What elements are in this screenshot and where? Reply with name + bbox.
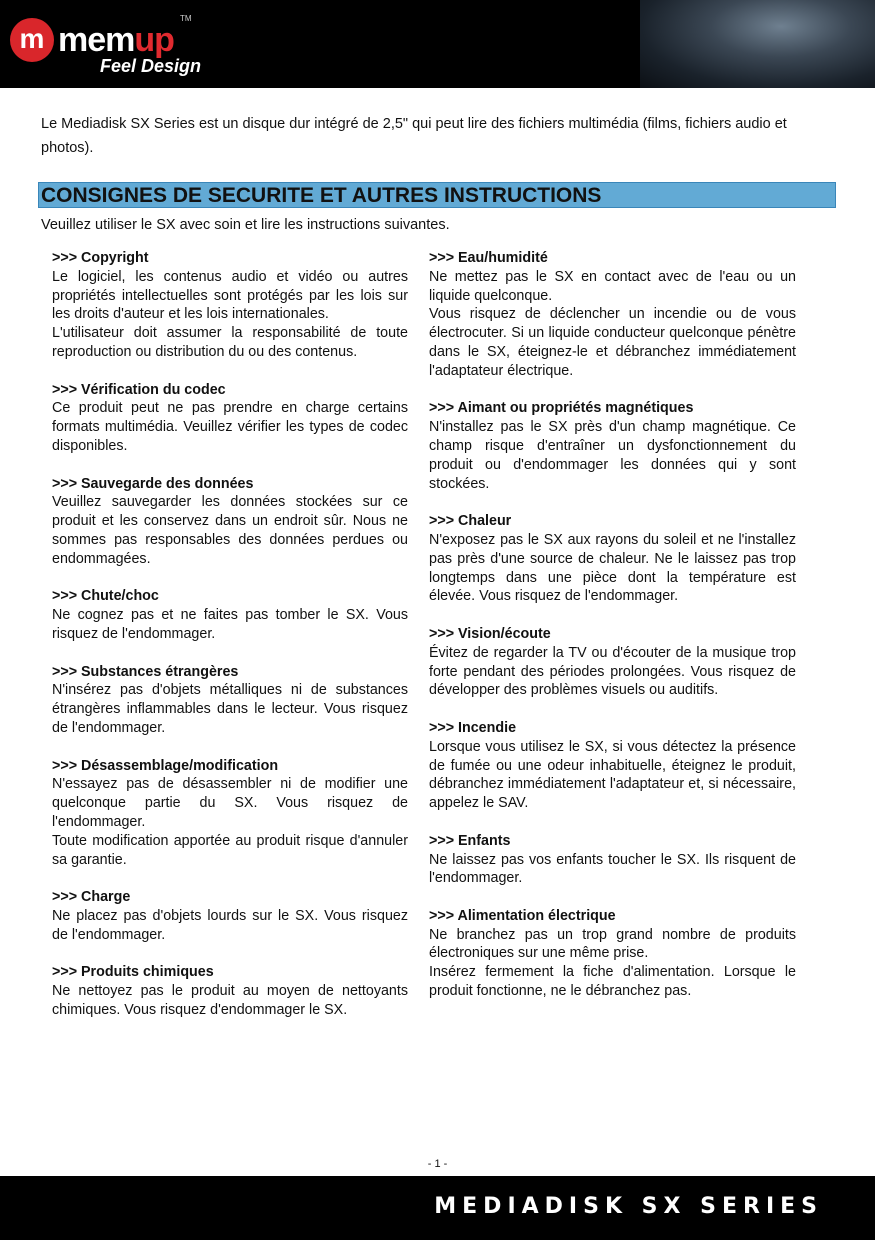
instruction-item bbox=[52, 475, 408, 569]
logo-tagline: Feel Design bbox=[100, 56, 202, 76]
instruction-heading: >>> Aimant ou propriétés magnétiques bbox=[429, 400, 694, 417]
instruction-heading: >>> Sauvegarde des données bbox=[52, 475, 254, 492]
right-column bbox=[429, 249, 796, 1020]
section-subtitle: Veuillez utiliser le SX avec soin et lire les instructions suivantes. bbox=[41, 217, 450, 233]
intro-paragraph: Le Mediadisk SX Series est un disque dur intégré de 2,5" qui peut lire des fichiers multimédia (films, fichiers audio et photos). bbox=[41, 116, 787, 156]
instruction-item bbox=[429, 512, 796, 606]
instruction-text: Ne laissez pas vos enfants toucher le SX. Ils risquent de l'endommager. bbox=[429, 851, 796, 887]
page-footer bbox=[0, 1176, 875, 1240]
instruction-text: Lorsque vous utilisez le SX, si vous détectez la présence de fumée ou une odeur inhabituelle, éteignez le produit, débranchez immédiatement l'adaptateur et, si nécessaire, appelez le SAV. bbox=[429, 738, 796, 812]
instruction-item bbox=[52, 381, 408, 456]
logo-wordmark bbox=[58, 20, 174, 60]
memup-badge-icon: m bbox=[10, 18, 54, 62]
instruction-text: Ne nettoyez pas le produit au moyen de nettoyants chimiques. Vous risquez d'endommager le SX. bbox=[52, 983, 408, 1018]
instruction-text: Toute modification apportée au produit risque d'annuler sa garantie. bbox=[52, 832, 408, 868]
section-title: CONSIGNES DE SECURITE ET AUTRES INSTRUCTIONS bbox=[38, 182, 836, 208]
left-column bbox=[52, 249, 408, 1038]
instruction-heading: >>> Eau/humidité bbox=[429, 250, 548, 266]
instruction-text: N'installez pas le SX près d'un champ magnétique. Ce champ risque d'entraîner un dysfonctionnement du produit ou d'endommager les données qui y sont stockées. bbox=[429, 419, 796, 492]
memup-logo bbox=[10, 14, 230, 78]
instruction-heading: >>> Vision/écoute bbox=[429, 625, 551, 642]
instruction-item bbox=[52, 663, 408, 738]
instruction-text: Veuillez sauvegarder les données stockées sur ce produit et les conservez dans un endroit sûr. Nous ne sommes pas responsables des données perdues ou endommagées. bbox=[52, 494, 408, 567]
instruction-item bbox=[429, 719, 796, 813]
instruction-heading: >>> Désassemblage/modification bbox=[52, 757, 279, 774]
instruction-text: Ne placez pas d'objets lourds sur le SX. Vous risquez de l'endommager. bbox=[52, 907, 408, 943]
instruction-text: N'insérez pas d'objets métalliques ni de substances étrangères inflammables dans le lecteur. Vous risquez de l'endommager. bbox=[52, 682, 408, 736]
instruction-text: Évitez de regarder la TV ou d'écouter de la musique trop forte pendant des périodes prolongées. Vous risquez de développer des problèmes visuels ou auditifs. bbox=[429, 644, 796, 699]
instruction-text: Insérez fermement la fiche d'alimentation. Lorsque le produit fonctionne, ne le débranchez pas. bbox=[429, 964, 796, 1000]
instruction-item bbox=[429, 249, 796, 381]
instruction-text: N'exposez pas le SX aux rayons du soleil et ne l'installez pas près d'une source de chaleur. Ne le laissez pas trop longtemps dans une pièce dont la température est élevée. Vous risquez de l'endommager. bbox=[429, 531, 796, 605]
instruction-heading: >>> Charge bbox=[52, 889, 131, 906]
instruction-text: Ce produit peut ne pas prendre en charge certains formats multimédia. Veuillez vérifier les types de codec disponibles. bbox=[52, 400, 408, 454]
instruction-item bbox=[429, 832, 796, 888]
instruction-item bbox=[52, 888, 408, 944]
instruction-heading: >>> Enfants bbox=[429, 832, 511, 849]
logo-mem: mem bbox=[58, 21, 135, 59]
hard-drive-image bbox=[640, 0, 875, 88]
instruction-item bbox=[429, 907, 796, 1001]
instruction-item bbox=[429, 625, 796, 700]
instruction-item bbox=[52, 587, 408, 643]
instruction-text: L'utilisateur doit assumer la responsabilité de toute reproduction ou distribution du ou des contenus. bbox=[52, 325, 408, 360]
instruction-text: Vous risquez de déclencher un incendie ou de vous électrocuter. Si un liquide conducteur quelconque pénètre dans le SX, éteignez-le et débranchez immédiatement l'adaptateur électrique. bbox=[429, 306, 796, 379]
instruction-text: N'essayez pas de désassembler ni de modifier une quelconque partie du SX. Vous risquez de l'endommager. bbox=[52, 776, 408, 830]
logo-up: up bbox=[134, 21, 174, 59]
logo-trademark: TM bbox=[180, 14, 192, 23]
instruction-item bbox=[429, 399, 796, 493]
page-header bbox=[0, 0, 875, 88]
instruction-item bbox=[52, 757, 408, 870]
page-number: - 1 - bbox=[427, 1158, 448, 1170]
instruction-heading: >>> Substances étrangères bbox=[52, 663, 239, 680]
instruction-item bbox=[52, 963, 408, 1019]
instruction-heading: >>> Alimentation électrique bbox=[429, 907, 616, 924]
instruction-text: Ne cognez pas et ne faites pas tomber le SX. Vous risquez de l'endommager. bbox=[52, 607, 408, 642]
instruction-heading: >>> Produits chimiques bbox=[52, 964, 214, 981]
instruction-heading: >>> Chaleur bbox=[429, 513, 512, 530]
instruction-heading: >>> Vérification du codec bbox=[52, 381, 226, 398]
footer-product-title: MEDIADISK SX SERIES bbox=[434, 1194, 823, 1219]
instruction-text: Ne branchez pas un trop grand nombre de produits électroniques sur une même prise. bbox=[429, 926, 796, 962]
instruction-heading: >>> Chute/choc bbox=[52, 588, 159, 605]
instruction-heading: >>> Copyright bbox=[52, 250, 149, 266]
instruction-text: Ne mettez pas le SX en contact avec de l'eau ou un liquide quelconque. bbox=[429, 268, 796, 304]
instruction-heading: >>> Incendie bbox=[429, 719, 517, 736]
instruction-item bbox=[52, 249, 408, 362]
instruction-text: Le logiciel, les contenus audio et vidéo ou autres propriétés intellectuelles sont protégés par les lois sur les droits d'auteur et les lois internationales. bbox=[52, 268, 408, 323]
